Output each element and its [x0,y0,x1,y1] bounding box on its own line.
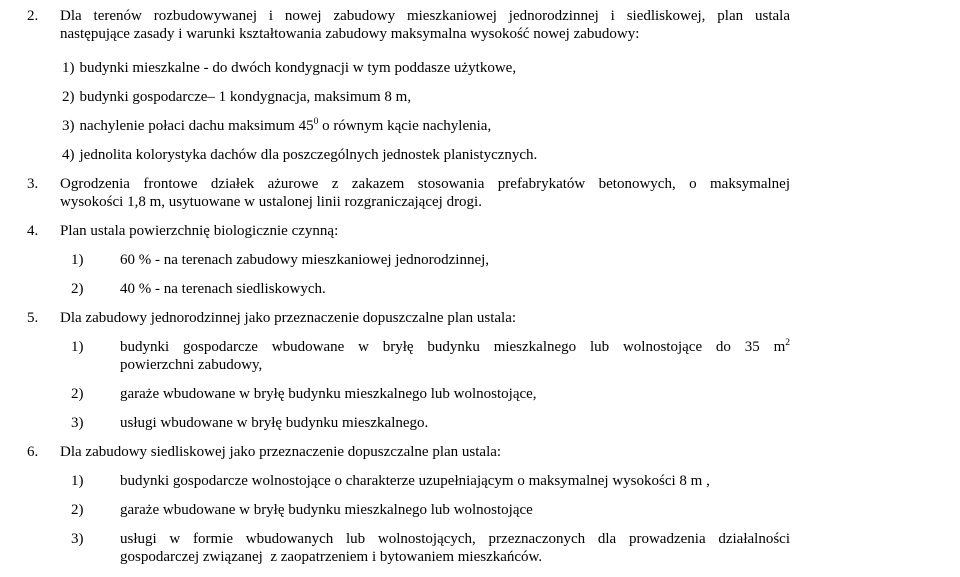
subitem [71,280,790,298]
paragraph-line: Dla zabudowy jednorodzinnej jako przeznaczenie dopuszczalne plan ustala: [60,310,517,326]
subitem-body [120,530,790,566]
subitem-text: o równym kącie nachylenia, [318,118,492,134]
subitem-label: 1) [71,473,84,489]
item-body [60,222,790,309]
item-number: 3. [27,176,39,192]
list-item-4 [27,222,790,309]
subitem-body [120,385,790,403]
subitem-text: budynki gospodarcze wolnostojące o charakterze uzupełniającym o maksymalnej wysokości 8 m , [120,473,710,489]
item-paragraph [60,309,790,327]
subitem-text: garaże wbudowane w bryłę budynku mieszkalnego lub wolnostojące [120,502,533,518]
subitem-text: budynki gospodarcze wbudowane w bryłę budynku mieszkalnego lub wolnostojące do 35 m [120,339,786,355]
subitem-line: usługi w formie wbudowanych lub wolnostojących, przeznaczonych dla prowadzenia działalności [120,531,790,547]
subitem [71,530,790,566]
item-paragraph [60,175,790,211]
list-item-2 [27,7,790,175]
paragraph-line: następujące zasady i warunki kształtowania zabudowy maksymalna wysokość nowej zabudowy: [60,26,640,42]
subitem [71,472,790,490]
subitem-label: 2) [71,281,84,297]
subitem-text: 60 % - na terenach zabudowy mieszkaniowej jednorodzinnej, [120,252,490,268]
subitem [62,146,790,164]
paragraph-line: Dla zabudowy siedliskowej jako przeznaczenie dopuszczalne plan ustala: [60,444,502,460]
subitem [71,414,790,432]
list-item-5 [27,309,790,443]
item-paragraph [60,7,790,43]
subitem-label: 3) [71,531,84,547]
subitem [71,338,790,374]
subitem-body [120,338,790,374]
item-body [60,443,790,577]
item-number: 2. [27,8,39,24]
item-paragraph [60,222,790,240]
subitem [71,385,790,403]
subitem-label: 1) [71,252,84,268]
subitem-line [120,338,790,356]
subitem [71,501,790,519]
paragraph-line: wysokości 1,8 m, usytuowane w ustalonej linii rozgraniczającej drogi. [60,194,482,210]
subitem-text: nachylenie połaci dachu maksimum 45 [79,118,314,134]
item-body [60,175,790,222]
paragraph-line: Dla terenów rozbudowywanej i nowej zabudowy mieszkaniowej jednorodzinnej i siedliskowej, plan ustala [60,8,790,24]
subitem [62,59,790,77]
subitem-label: 3) [62,118,75,134]
subitem-label: 2) [71,502,84,518]
subitem-line: gospodarczej związanej z zaopatrzeniem i bytowaniem mieszkańców. [120,549,543,565]
subitem [62,117,790,135]
subitem-label: 2) [71,386,84,402]
paragraph-line: Ogrodzenia frontowe działek ażurowe z zakazem stosowania prefabrykatów betonowych, o maksymalnej [60,176,790,192]
subitem-label: 3) [71,415,84,431]
subitem-body [120,501,790,519]
subitem-text: 40 % - na terenach siedliskowych. [120,281,326,297]
paragraph-line: Plan ustala powierzchnię biologicznie czynną: [60,223,339,239]
item-number: 6. [27,444,39,460]
subitem-text: usługi wbudowane w bryłę budynku mieszkalnego. [120,415,429,431]
item-body [60,7,790,175]
item-number: 5. [27,310,39,326]
subitem-line: powierzchni zabudowy, [120,357,263,373]
list-item-6 [27,443,790,577]
subitem-body [120,251,790,269]
subitem-body [120,472,790,490]
subitem-body [120,280,790,298]
subitem-text: jednolita kolorystyka dachów dla poszczególnych jednostek planistycznych. [79,147,538,163]
superscript: 0 [313,117,319,127]
subitem [71,251,790,269]
item-paragraph [60,443,790,461]
subitem-body [120,414,790,432]
subitem-label: 1) [71,339,84,355]
subitem-text: garaże wbudowane w bryłę budynku mieszkalnego lub wolnostojące, [120,386,537,402]
subitem [62,88,790,106]
list-item-3 [27,175,790,222]
subitem-label: 2) [62,89,75,105]
subitem-text: budynki gospodarcze– 1 kondygnacja, maksimum 8 m, [79,89,412,105]
subitem-text: budynki mieszkalne - do dwóch kondygnacji w tym poddasze użytkowe, [79,60,517,76]
superscript: 2 [785,338,790,348]
subitem-label: 4) [62,147,75,163]
subitem-label: 1) [62,60,75,76]
item-body [60,309,790,443]
item-number: 4. [27,223,39,239]
